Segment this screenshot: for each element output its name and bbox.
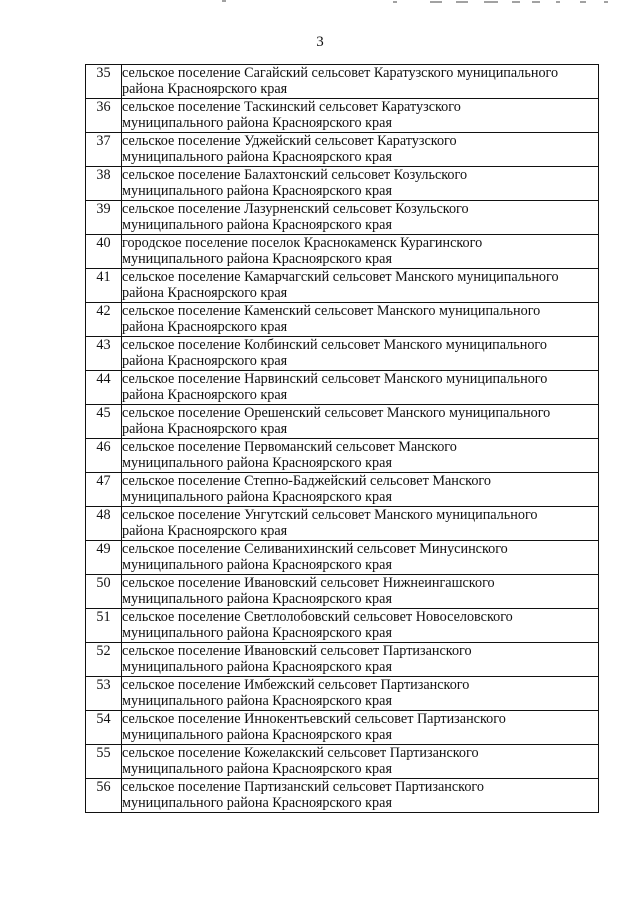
settlement-name-line1: сельское поселение Лазурненский сельсовет Козульского [122, 201, 469, 217]
table-row [86, 133, 599, 167]
row-number: 42 [86, 303, 122, 337]
settlement-name-cell [122, 201, 599, 235]
row-number: 40 [86, 235, 122, 269]
row-number: 55 [86, 745, 122, 779]
settlement-name-line1: сельское поселение Таскинский сельсовет Каратузского [122, 99, 461, 115]
table-row [86, 405, 599, 439]
settlement-name-line2: муниципального района Красноярского края [122, 625, 392, 641]
table-row [86, 677, 599, 711]
settlement-name-cell [122, 167, 599, 201]
row-number: 54 [86, 711, 122, 745]
table-row [86, 201, 599, 235]
settlement-name-cell [122, 337, 599, 371]
row-number: 53 [86, 677, 122, 711]
settlement-name-cell [122, 133, 599, 167]
settlement-name-line2: муниципального района Красноярского края [122, 183, 392, 199]
settlement-name-cell [122, 303, 599, 337]
settlement-name-line1: сельское поселение Партизанский сельсовет Партизанского [122, 779, 484, 795]
settlement-name-line1: сельское поселение Первоманский сельсовет Манского [122, 439, 457, 455]
table-row [86, 99, 599, 133]
settlement-name-line1: сельское поселение Степно-Баджейский сельсовет Манского [122, 473, 491, 489]
settlement-name-cell [122, 473, 599, 507]
settlement-name-line2: муниципального района Красноярского края [122, 659, 392, 675]
settlement-name-line2: района Красноярского края [122, 421, 288, 437]
settlement-name-line1: сельское поселение Уджейский сельсовет Каратузского [122, 133, 457, 149]
settlement-name-line2: муниципального района Красноярского края [122, 693, 392, 709]
settlement-name-line1: сельское поселение Каменский сельсовет Манского муниципального [122, 303, 541, 319]
settlement-name-cell [122, 575, 599, 609]
settlement-name-line2: муниципального района Красноярского края [122, 727, 392, 743]
row-number: 43 [86, 337, 122, 371]
settlement-name-line2: муниципального района Красноярского края [122, 115, 392, 131]
settlements-table [85, 64, 599, 813]
settlement-name-cell [122, 677, 599, 711]
table-row [86, 439, 599, 473]
row-number: 45 [86, 405, 122, 439]
row-number: 49 [86, 541, 122, 575]
settlement-name-cell [122, 65, 599, 99]
settlement-name-line1: сельское поселение Светлолобовский сельсовет Новоселовского [122, 609, 513, 625]
settlement-name-line2: муниципального района Красноярского края [122, 251, 392, 267]
settlement-name-cell [122, 711, 599, 745]
settlement-name-cell [122, 405, 599, 439]
table-row [86, 507, 599, 541]
settlement-name-cell [122, 643, 599, 677]
settlement-name-line2: муниципального района Красноярского края [122, 149, 392, 165]
settlement-name-line1: сельское поселение Камарчагский сельсовет Манского муниципального [122, 269, 559, 285]
settlement-name-cell [122, 609, 599, 643]
settlement-name-cell [122, 507, 599, 541]
table-row [86, 541, 599, 575]
settlement-name-cell [122, 269, 599, 303]
settlement-name-cell [122, 371, 599, 405]
table-row [86, 167, 599, 201]
settlement-name-line1: сельское поселение Колбинский сельсовет Манского муниципального [122, 337, 547, 353]
table-row [86, 303, 599, 337]
settlement-name-line2: района Красноярского края [122, 285, 288, 301]
row-number: 52 [86, 643, 122, 677]
table-row [86, 609, 599, 643]
table-row [86, 575, 599, 609]
settlement-name-line2: района Красноярского края [122, 353, 288, 369]
settlement-name-line1: сельское поселение Кожелакский сельсовет Партизанского [122, 745, 479, 761]
settlement-name-line1: сельское поселение Нарвинский сельсовет Манского муниципального [122, 371, 548, 387]
row-number: 46 [86, 439, 122, 473]
row-number: 37 [86, 133, 122, 167]
row-number: 51 [86, 609, 122, 643]
row-number: 38 [86, 167, 122, 201]
settlement-name-cell [122, 439, 599, 473]
settlement-name-line2: муниципального района Красноярского края [122, 591, 392, 607]
table-row [86, 473, 599, 507]
settlement-name-cell [122, 235, 599, 269]
table-row [86, 643, 599, 677]
settlement-name-line2: района Красноярского края [122, 81, 288, 97]
table-row [86, 235, 599, 269]
table-row [86, 711, 599, 745]
settlement-name-line2: муниципального района Красноярского края [122, 761, 392, 777]
settlement-name-line1: сельское поселение Орешенский сельсовет Манского муниципального [122, 405, 551, 421]
settlement-name-line2: муниципального района Красноярского края [122, 489, 392, 505]
settlement-name-line2: муниципального района Красноярского края [122, 217, 392, 233]
row-number: 35 [86, 65, 122, 99]
table-row [86, 65, 599, 99]
row-number: 50 [86, 575, 122, 609]
settlement-name-cell [122, 541, 599, 575]
row-number: 41 [86, 269, 122, 303]
row-number: 48 [86, 507, 122, 541]
settlement-name-line1: сельское поселение Ивановский сельсовет Нижнеингашского [122, 575, 495, 591]
settlement-name-line2: района Красноярского края [122, 387, 288, 403]
table-row [86, 337, 599, 371]
table-row [86, 269, 599, 303]
settlement-name-line2: муниципального района Красноярского края [122, 455, 392, 471]
settlement-name-line1: сельское поселение Балахтонский сельсовет Козульского [122, 167, 468, 183]
settlement-name-line2: района Красноярского края [122, 319, 288, 335]
row-number: 56 [86, 779, 122, 813]
settlement-name-line1: сельское поселение Сагайский сельсовет Каратузского муниципального [122, 65, 559, 81]
settlement-name-line1: сельское поселение Иннокентьевский сельсовет Партизанского [122, 711, 506, 727]
settlement-name-cell [122, 745, 599, 779]
table-row [86, 745, 599, 779]
settlement-name-line1: сельское поселение Ивановский сельсовет Партизанского [122, 643, 472, 659]
settlement-name-line2: района Красноярского края [122, 523, 288, 539]
settlement-name-cell [122, 99, 599, 133]
settlement-name-line1: сельское поселение Унгутский сельсовет Манского муниципального [122, 507, 538, 523]
settlement-name-line2: муниципального района Красноярского края [122, 795, 392, 811]
settlement-name-line2: муниципального района Красноярского края [122, 557, 392, 573]
settlement-name-line1: городское поселение поселок Краснокаменск Курагинского [122, 235, 483, 251]
row-number: 44 [86, 371, 122, 405]
row-number: 47 [86, 473, 122, 507]
settlement-name-line1: сельское поселение Селиванихинский сельсовет Минусинского [122, 541, 508, 557]
settlements-table-body [86, 65, 599, 813]
row-number: 39 [86, 201, 122, 235]
settlement-name-line1: сельское поселение Имбежский сельсовет Партизанского [122, 677, 470, 693]
scan-artifact-marks [0, 0, 640, 10]
page-number: 3 [316, 34, 324, 50]
table-row [86, 779, 599, 813]
table-row [86, 371, 599, 405]
row-number: 36 [86, 99, 122, 133]
settlement-name-cell [122, 779, 599, 813]
